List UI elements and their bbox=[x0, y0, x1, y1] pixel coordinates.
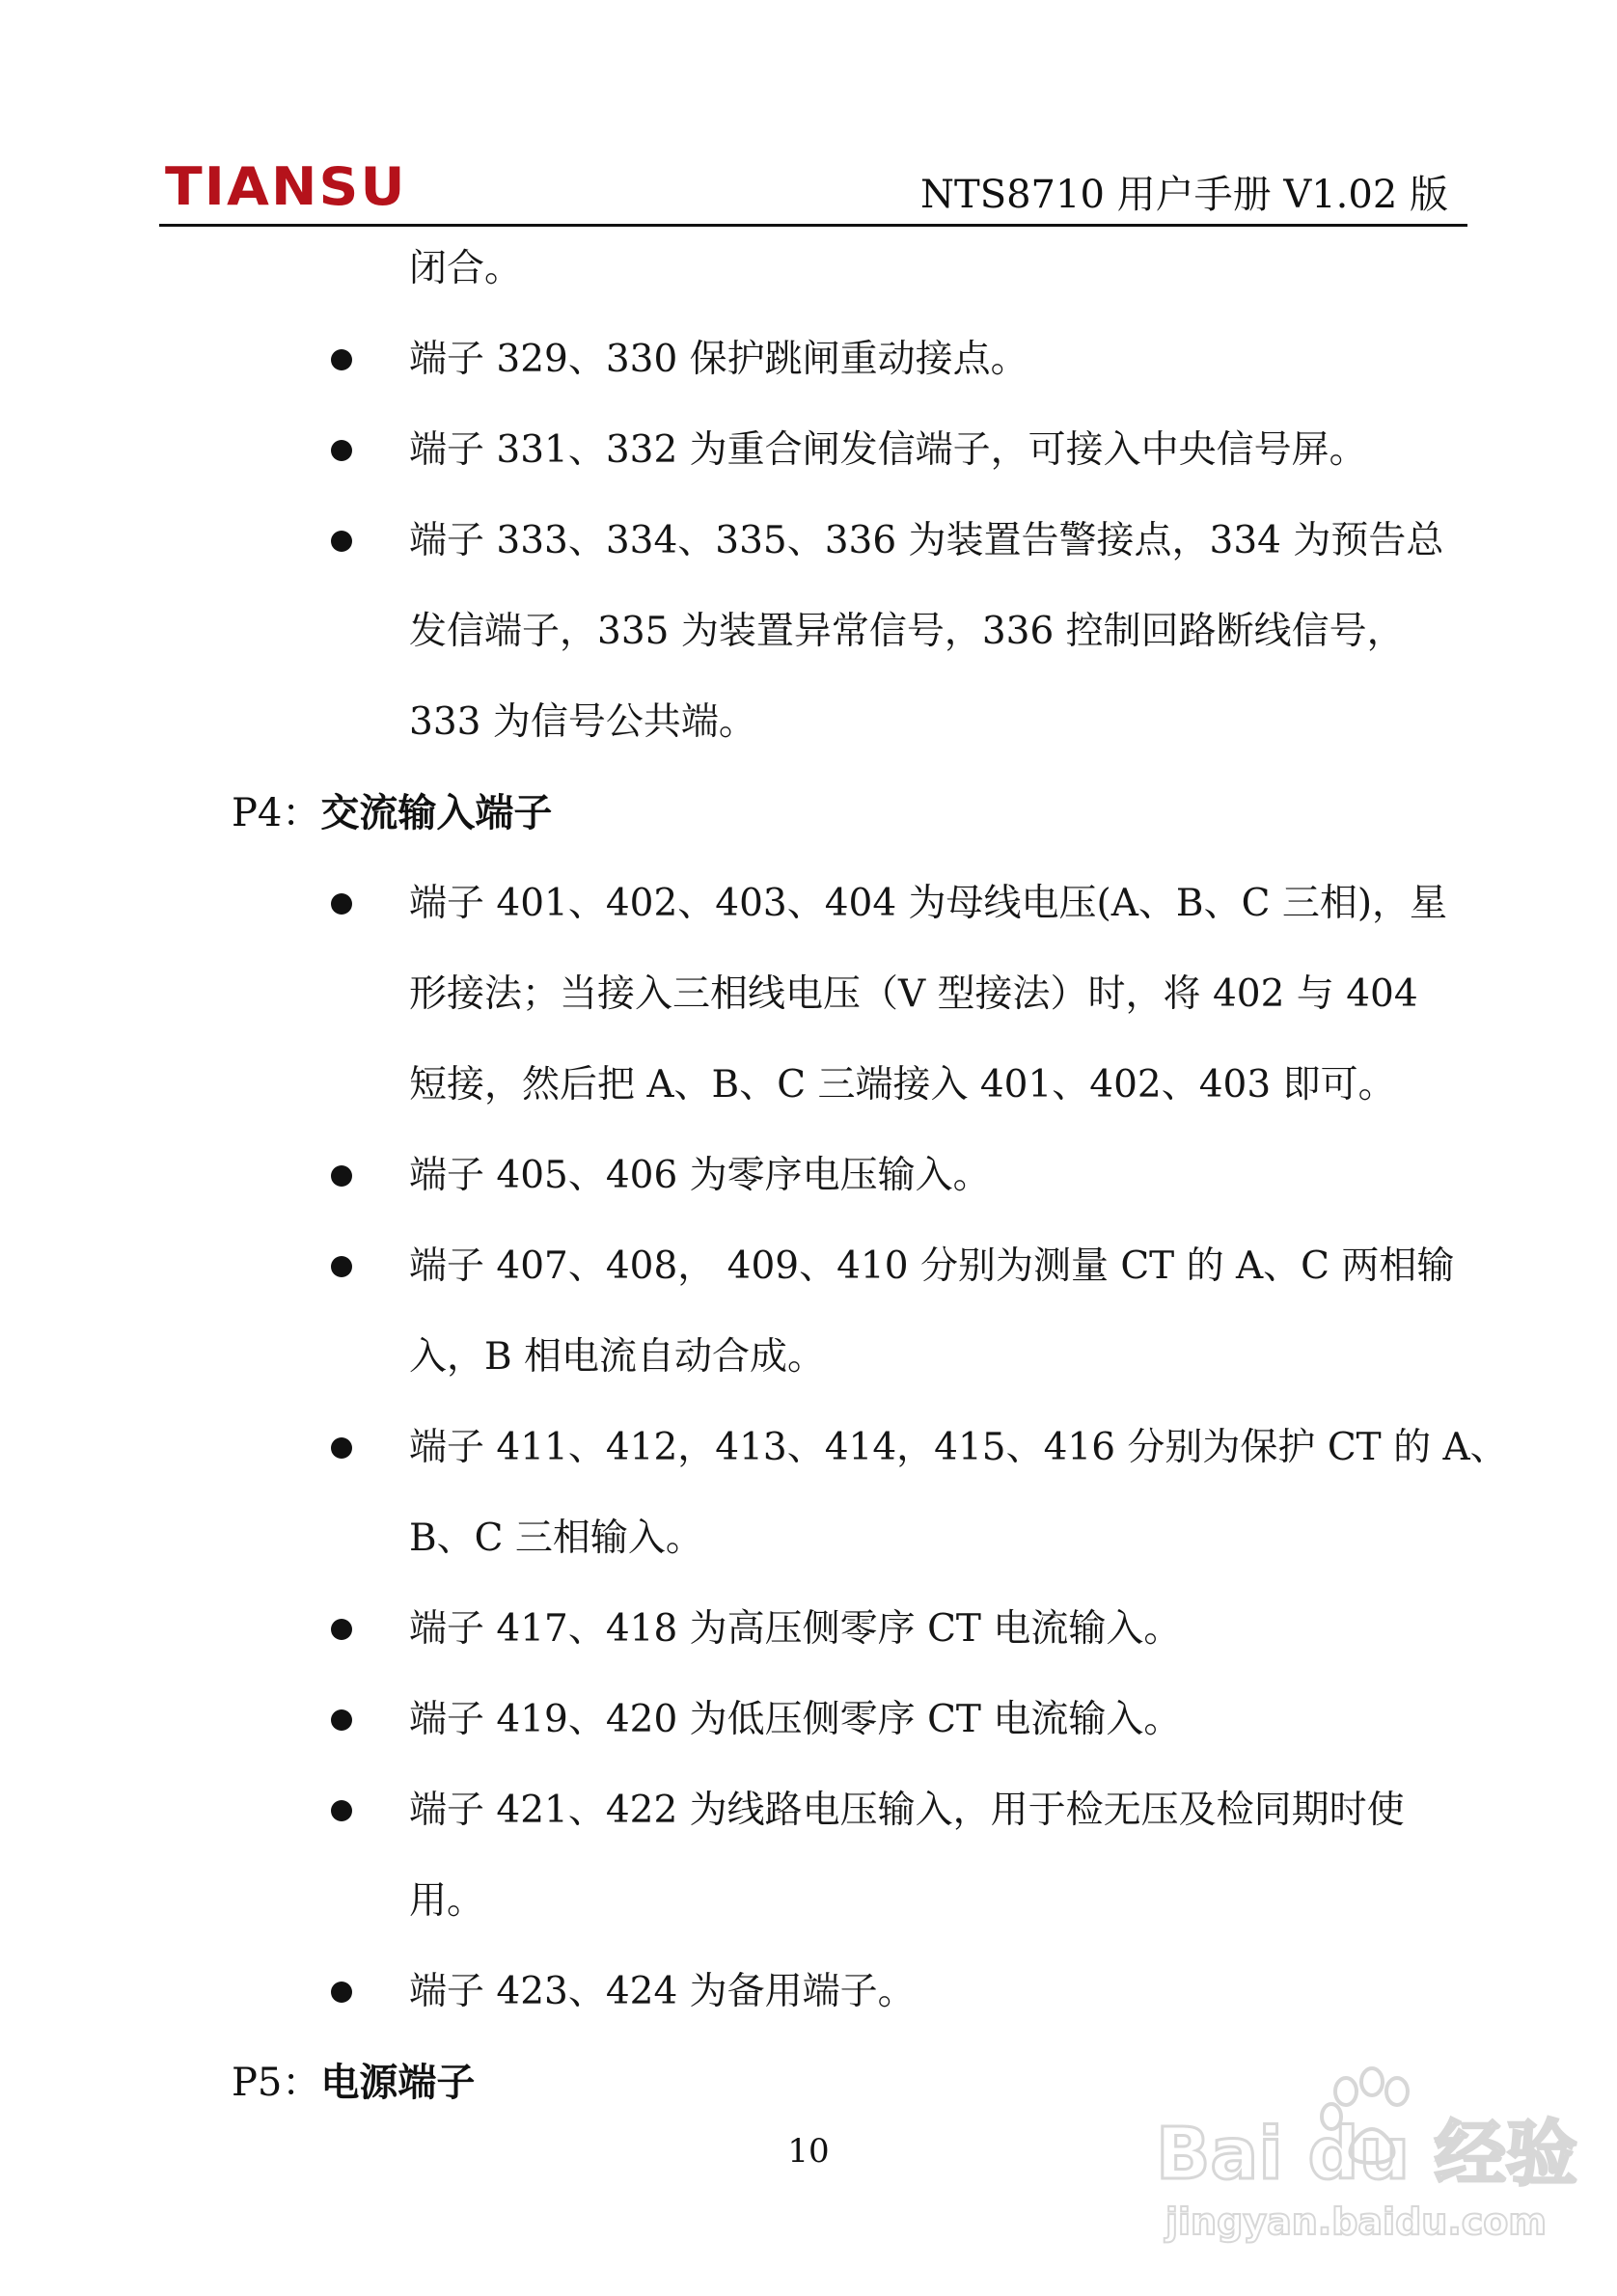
page-number: 10 bbox=[787, 2132, 830, 2171]
list-item-421-422-line2: 用。 bbox=[409, 1879, 485, 1923]
list-item-401-404-line3: 短接，然后把 A、B、C 三端接入 401、402、403 即可。 bbox=[409, 1063, 1396, 1107]
section-title: 电源端子 bbox=[320, 2060, 476, 2105]
list-item-333-336-line1: 端子 333、334、335、336 为装置告警接点，334 为预告总 bbox=[409, 519, 1444, 562]
section-label: P4： bbox=[232, 791, 321, 835]
section-heading-p5 bbox=[232, 2059, 475, 2107]
bullet-icon bbox=[331, 349, 352, 370]
list-item-333-336-line2: 发信端子，335 为装置异常信号，336 控制回路断线信号， bbox=[409, 610, 1405, 653]
list-item-333-336-line3: 333 为信号公共端。 bbox=[409, 700, 756, 744]
bullet-icon bbox=[331, 531, 352, 552]
bullet-icon bbox=[331, 440, 352, 461]
bullet-icon bbox=[331, 1165, 352, 1187]
list-item-407-410-line2: 入，B 相电流自动合成。 bbox=[409, 1335, 826, 1379]
watermark-url: jingyan.baidu.com bbox=[1165, 2200, 1547, 2243]
baidu-watermark bbox=[1148, 2055, 1577, 2248]
manual-title: NTS8710 用户手册 V1.02 版 bbox=[920, 173, 1448, 217]
list-item-405-406: 端子 405、406 为零序电压输入。 bbox=[409, 1154, 991, 1197]
list-item-331-332: 端子 331、332 为重合闸发信端子，可接入中央信号屏。 bbox=[409, 428, 1367, 472]
list-item-329-330: 端子 329、330 保护跳闸重动接点。 bbox=[409, 338, 1028, 381]
continuation-text: 闭合。 bbox=[409, 247, 523, 290]
section-label: P5： bbox=[232, 2061, 321, 2105]
list-item-401-404-line1: 端子 401、402、403、404 为母线电压(A、B、C 三相)，星 bbox=[409, 882, 1448, 925]
tiansu-logo: TIANSU bbox=[165, 156, 407, 217]
watermark-brand: Bai du 经验 bbox=[1156, 2113, 1577, 2196]
list-item-417-418: 端子 417、418 为高压侧零序 CT 电流输入。 bbox=[409, 1607, 1182, 1651]
bullet-icon bbox=[331, 893, 352, 915]
bullet-icon bbox=[331, 1437, 352, 1459]
page-header bbox=[159, 145, 1467, 227]
list-item-411-416-line1: 端子 411、412，413、414，415、416 分别为保护 CT 的 A、 bbox=[409, 1426, 1508, 1469]
baidu-paw-icon bbox=[1148, 2055, 1577, 2248]
bullet-icon bbox=[331, 1800, 352, 1821]
bullet-icon bbox=[331, 1709, 352, 1731]
bullet-icon bbox=[331, 1619, 352, 1640]
bullet-icon bbox=[331, 1256, 352, 1277]
list-item-411-416-line2: B、C 三相输入。 bbox=[409, 1517, 703, 1560]
section-heading-p4 bbox=[232, 789, 552, 837]
section-title: 交流输入端子 bbox=[320, 790, 553, 835]
bullet-icon bbox=[331, 1982, 352, 2003]
list-item-407-410-line1: 端子 407、408， 409、410 分别为测量 CT 的 A、C 两相输 bbox=[409, 1244, 1455, 1288]
list-item-423-424: 端子 423、424 为备用端子。 bbox=[409, 1970, 916, 2013]
list-item-421-422-line1: 端子 421、422 为线路电压输入，用于检无压及检同期时使 bbox=[409, 1789, 1405, 1832]
list-item-419-420: 端子 419、420 为低压侧零序 CT 电流输入。 bbox=[409, 1698, 1182, 1741]
list-item-401-404-line2: 形接法；当接入三相线电压（V 型接法）时，将 402 与 404 bbox=[409, 972, 1418, 1016]
